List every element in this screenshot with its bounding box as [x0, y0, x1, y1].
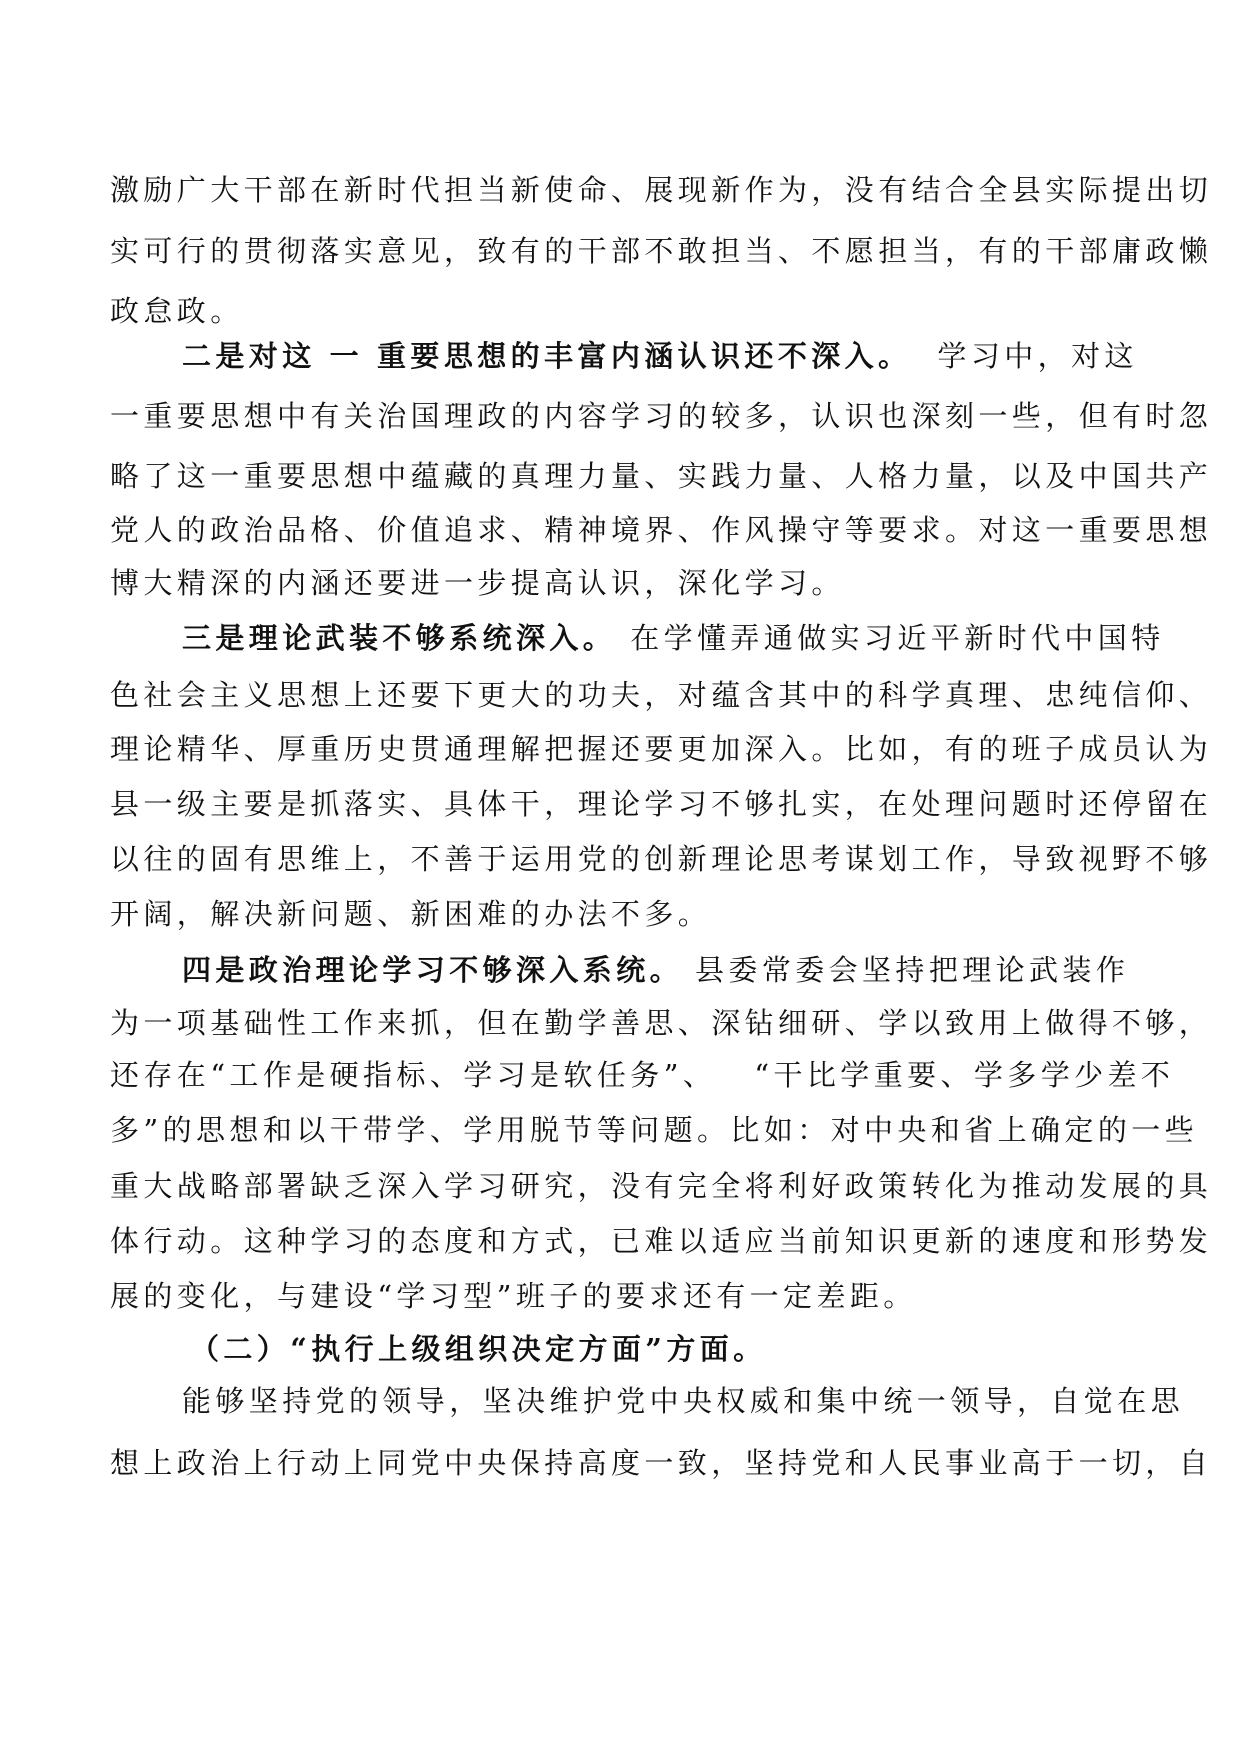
text-span: 色社会主义思想上还要下更大的功夫，对蕴含其中的科学真理、忠纯信仰、 [110, 678, 1213, 712]
paragraph-line [110, 784, 1213, 824]
text-span: 激励广大干部在新时代担当新使命、展现新作为，没有结合全县实际提出切 [110, 173, 1213, 207]
paragraph-first-line [182, 950, 1130, 990]
text-span: 能够坚持党的领导，坚决维护党中央权威和集中统一领导，自觉在思 [182, 1384, 1185, 1418]
paragraph-heading: 四是政治理论学习不够深入系统。 [182, 953, 684, 987]
paragraph-line [110, 1221, 1213, 1261]
paragraph-line [110, 170, 1213, 210]
text-span: 理论精华、厚重历史贯通理解把握还要更加深入。比如，有的班子成员认为 [110, 732, 1213, 766]
paragraph-first-line [182, 336, 1138, 376]
text-span: 实可行的贯彻落实意见，致有的干部不敢担当、不愿担当，有的干部庸政懒 [110, 234, 1213, 268]
text-span: 学习中，对这 [937, 339, 1138, 373]
text-span: 一重要思想中有关治国理政的内容学习的较多，认识也深刻一些，但有时忽 [110, 399, 1213, 433]
text-span: 展的变化，与建设“学习型”班子的要求还有一定差距。 [110, 1279, 917, 1313]
paragraph-heading: 一 [329, 339, 364, 373]
text-span: 还存在“工作是硬指标、学习是软任务”、 [110, 1058, 717, 1092]
paragraph-line [110, 1166, 1213, 1206]
text-span: 想上政治上行动上同党中央保持高度一致，坚持党和人民事业高于一切，自 [110, 1446, 1213, 1480]
paragraph-first-line [182, 618, 1165, 658]
text-span: （二）“执行上级组织决定方面”方面。 [190, 1332, 767, 1366]
text-span: “干比学重要、学多学少差不 [754, 1058, 1175, 1092]
paragraph-line [110, 894, 1130, 934]
paragraph-first-line [182, 1381, 1185, 1421]
paragraph-heading: 二是对这 [182, 339, 316, 373]
text-span: 多”的思想和以干带学、学用脱节等问题。比如：对中央和省上确定的一些 [110, 1113, 1199, 1147]
text-span: 县一级主要是抓落实、具体干，理论学习不够扎实，在处理问题时还停留在 [110, 787, 1213, 821]
section-heading [190, 1329, 1138, 1369]
paragraph-line [110, 231, 1213, 271]
paragraph-line [110, 563, 1130, 603]
paragraph-line [110, 729, 1213, 769]
text-span: 以往的固有思维上，不善于运用党的创新理论思考谋划工作，导致视野不够 [110, 842, 1213, 876]
paragraph-line [110, 1443, 1213, 1483]
paragraph-line [110, 675, 1213, 715]
paragraph-line [110, 1055, 1175, 1095]
text-span: 为一项基础性工作来抓，但在勤学善思、深钻细研、学以致用上做得不够， [110, 1006, 1213, 1040]
text-span: 政怠政。 [110, 294, 244, 328]
text-span: 体行动。这种学习的态度和方式，已难以适应当前知识更新的速度和形势发 [110, 1224, 1213, 1258]
paragraph-heading: 重要思想的丰富内涵认识还不深入。 [377, 339, 912, 373]
text-span: 略了这一重要思想中蕴藏的真理力量、实践力量、人格力量，以及中国共产 [110, 459, 1213, 493]
text-span: 开阔，解决新问题、新困难的办法不多。 [110, 897, 712, 931]
paragraph-line [110, 510, 1213, 550]
text-span: 重大战略部署缺乏深入学习研究，没有完全将利好政策转化为推动发展的具 [110, 1169, 1213, 1203]
text-span: 县委常委会坚持把理论武装作 [695, 953, 1130, 987]
paragraph-line [110, 839, 1213, 879]
paragraph-line [110, 1276, 1130, 1316]
text-span: 博大精深的内涵还要进一步提高认识，深化学习。 [110, 566, 845, 600]
text-span: 党人的政治品格、价值追求、精神境界、作风操守等要求。对这一重要思想 [110, 513, 1213, 547]
paragraph-line [110, 456, 1213, 496]
paragraph-line [110, 291, 1130, 331]
paragraph-heading: 三是理论武装不够系统深入。 [182, 621, 617, 655]
paragraph-line [110, 1110, 1199, 1150]
text-span: 在学懂弄通做实习近平新时代中国特 [630, 621, 1165, 655]
paragraph-line [110, 396, 1213, 436]
paragraph-line [110, 1003, 1213, 1043]
